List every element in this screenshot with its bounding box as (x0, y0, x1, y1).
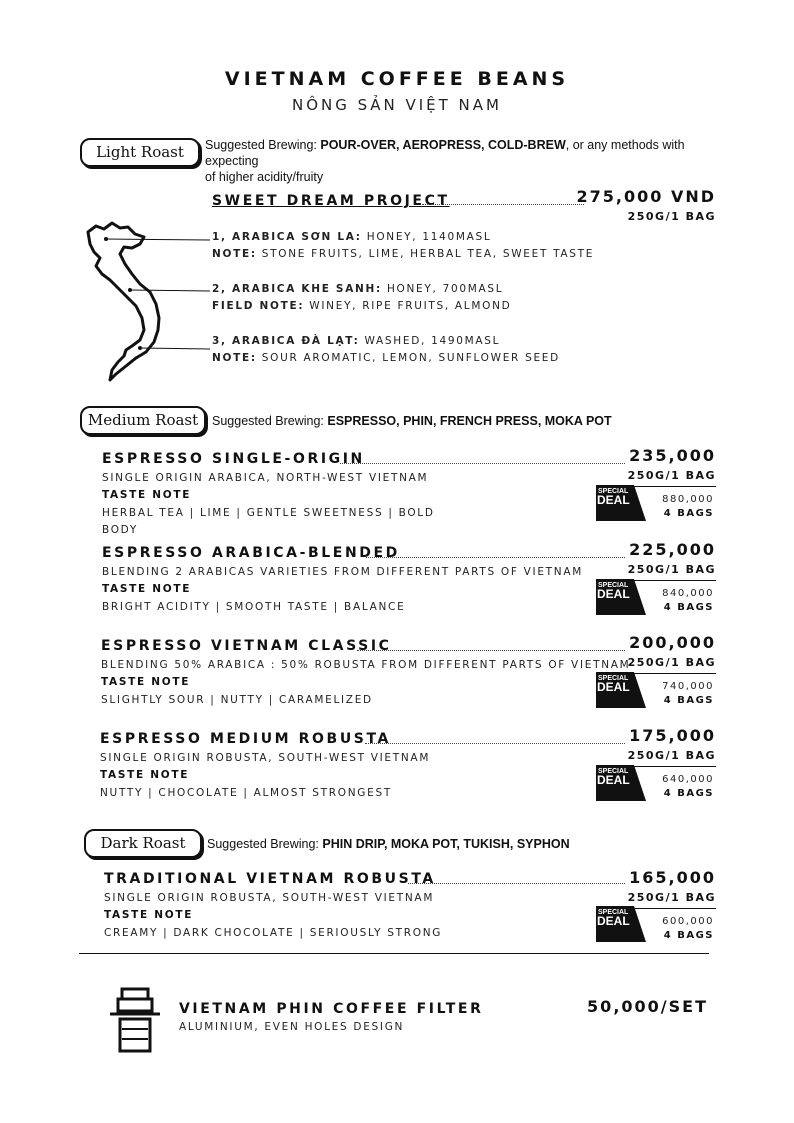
deal-bags: 4 BAGS (663, 695, 714, 706)
dotted-leader (366, 557, 625, 558)
deal-bottom-text: DEAL (597, 773, 630, 787)
origin-label: 2, ARABICA KHE SANH: (212, 283, 382, 295)
brew-line2: of higher acidity/fruity (205, 170, 324, 184)
taste-note: BRIGHT ACIDITY | SMOOTH TASTE | BALANCE (102, 601, 406, 613)
vietnam-map-icon (80, 218, 220, 386)
filter-description: ALUMINIUM, EVEN HOLES DESIGN (179, 1021, 405, 1033)
origin-label: 1, ARABICA SƠN LA: (212, 231, 362, 243)
deal-bags: 4 BAGS (663, 602, 714, 613)
product-price: 175,000 (629, 726, 716, 745)
deal-bottom-text: DEAL (597, 587, 630, 601)
product-name: ESPRESSO VIETNAM CLASSIC (101, 638, 392, 654)
deal-top-text: SPECIAL (598, 582, 629, 589)
note-label: NOTE: (212, 248, 257, 260)
product-price: 200,000 (629, 633, 716, 652)
deal-bags: 4 BAGS (663, 508, 714, 519)
origin-1-note (212, 248, 594, 260)
taste-note-label: TASTE NOTE (102, 583, 192, 595)
page-subtitle: NÔNG SẢN VIỆT NAM (292, 96, 502, 114)
deal-price: 640,000 (662, 774, 714, 785)
brew-label: Suggested Brewing: (205, 138, 321, 152)
light-roast-pill: Light Roast (80, 138, 200, 167)
product-name: TRADITIONAL VIETNAM ROBUSTA (104, 871, 436, 887)
origin-2 (212, 283, 503, 295)
deal-bottom-text: DEAL (597, 914, 630, 928)
special-deal-badge-icon (596, 672, 646, 708)
dotted-leader (365, 743, 625, 744)
deal-price: 880,000 (662, 494, 714, 505)
origin-detail: HONEY, 700MASL (381, 283, 504, 295)
page-title: VIETNAM COFFEE BEANS (224, 68, 570, 90)
product-price: 225,000 (629, 540, 716, 559)
taste-note: NUTTY | CHOCOLATE | ALMOST STRONGEST (100, 787, 392, 799)
origin-2-note (212, 300, 511, 312)
brew-label: Suggested Brewing: (212, 414, 328, 428)
product-description: BLENDING 50% ARABICA : 50% ROBUSTA FROM DIFFERENT PARTS OF VIETNAM (101, 659, 631, 671)
dotted-leader (422, 204, 584, 205)
note-label: NOTE: (212, 352, 257, 364)
taste-note: CREAMY | DARK CHOCOLATE | SERIOUSLY STRONG (104, 927, 443, 939)
deal-bottom-text: DEAL (597, 680, 630, 694)
taste-note-label: TASTE NOTE (101, 676, 191, 688)
dotted-leader (340, 463, 625, 464)
product-size: 250G/1 BAG (627, 891, 716, 904)
brew-label: Suggested Brewing: (207, 837, 323, 851)
note-text: STONE FRUITS, LIME, HERBAL TEA, SWEET TASTE (256, 248, 595, 260)
deal-price: 740,000 (662, 681, 714, 692)
phin-filter-icon (108, 985, 162, 1055)
taste-note-cont: BODY (102, 524, 139, 536)
taste-note-label: TASTE NOTE (102, 489, 192, 501)
product-price: 165,000 (629, 868, 716, 887)
deal-top-text: SPECIAL (598, 909, 629, 916)
deal-price: 600,000 (662, 916, 714, 927)
deal-price: 840,000 (662, 588, 714, 599)
origin-detail: HONEY, 1140MASL (361, 231, 492, 243)
taste-note: SLIGHTLY SOUR | NUTTY | CARAMELIZED (101, 694, 373, 706)
product-name: ESPRESSO ARABICA-BLENDED (102, 545, 400, 561)
dark-brewing-suggestion (207, 836, 707, 852)
product-size: 250G/1 BAG (627, 210, 716, 223)
special-deal-badge-icon (596, 485, 646, 521)
brew-methods: POUR-OVER, AEROPRESS, COLD-BREW (320, 138, 566, 152)
special-deal-badge-icon (596, 579, 646, 615)
product-name: ESPRESSO SINGLE-ORIGIN (102, 451, 365, 467)
note-text: SOUR AROMATIC, LEMON, SUNFLOWER SEED (256, 352, 560, 364)
filter-price: 50,000/SET (587, 997, 708, 1016)
origin-label: 3, ARABICA ĐÀ LẠT: (212, 335, 360, 347)
product-description: BLENDING 2 ARABICAS VARIETIES FROM DIFFERENT PARTS OF VIETNAM (102, 566, 583, 578)
deal-top-text: SPECIAL (598, 488, 629, 495)
note-text: WINEY, RIPE FRUITS, ALMOND (304, 300, 512, 312)
taste-note: HERBAL TEA | LIME | GENTLE SWEETNESS | BOLD (102, 507, 435, 519)
deal-bags: 4 BAGS (663, 788, 714, 799)
special-deal-badge-icon (596, 906, 646, 942)
product-size: 250G/1 BAG (627, 469, 716, 482)
origin-1 (212, 231, 491, 243)
origin-3-note (212, 352, 560, 364)
product-size: 250G/1 BAG (627, 749, 716, 762)
product-size: 250G/1 BAG (627, 563, 716, 576)
medium-roast-pill: Medium Roast (80, 406, 206, 435)
dark-roast-pill: Dark Roast (84, 829, 202, 858)
brew-methods: PHIN DRIP, MOKA POT, TUKISH, SYPHON (322, 837, 570, 851)
product-description: SINGLE ORIGIN ROBUSTA, SOUTH-WEST VIETNAM (100, 752, 431, 764)
origin-detail: WASHED, 1490MASL (359, 335, 501, 347)
product-price: 275,000 VND (576, 187, 716, 206)
light-brewing-suggestion (205, 137, 735, 185)
product-description: SINGLE ORIGIN ROBUSTA, SOUTH-WEST VIETNAM (104, 892, 435, 904)
product-price: 235,000 (629, 446, 716, 465)
product-name: SWEET DREAM PROJECT (212, 193, 450, 209)
deal-bags: 4 BAGS (663, 930, 714, 941)
taste-note-label: TASTE NOTE (100, 769, 190, 781)
brew-rest: , or any methods with expecting (205, 138, 685, 168)
origin-3 (212, 335, 500, 347)
special-deal-badge-icon (596, 765, 646, 801)
product-name: ESPRESSO MEDIUM ROBUSTA (100, 731, 391, 747)
taste-note-label: TASTE NOTE (104, 909, 194, 921)
deal-top-text: SPECIAL (598, 675, 629, 682)
dotted-leader (357, 650, 625, 651)
deal-bottom-text: DEAL (597, 493, 630, 507)
brew-methods: ESPRESSO, PHIN, FRENCH PRESS, MOKA POT (327, 414, 612, 428)
product-description: SINGLE ORIGIN ARABICA, NORTH-WEST VIETNAM (102, 472, 429, 484)
dotted-leader (408, 883, 625, 884)
deal-top-text: SPECIAL (598, 768, 629, 775)
product-size: 250G/1 BAG (627, 656, 716, 669)
section-divider (79, 953, 709, 954)
note-label: FIELD NOTE: (212, 300, 305, 312)
medium-brewing-suggestion (212, 413, 712, 429)
filter-name: VIETNAM PHIN COFFEE FILTER (179, 1001, 484, 1017)
